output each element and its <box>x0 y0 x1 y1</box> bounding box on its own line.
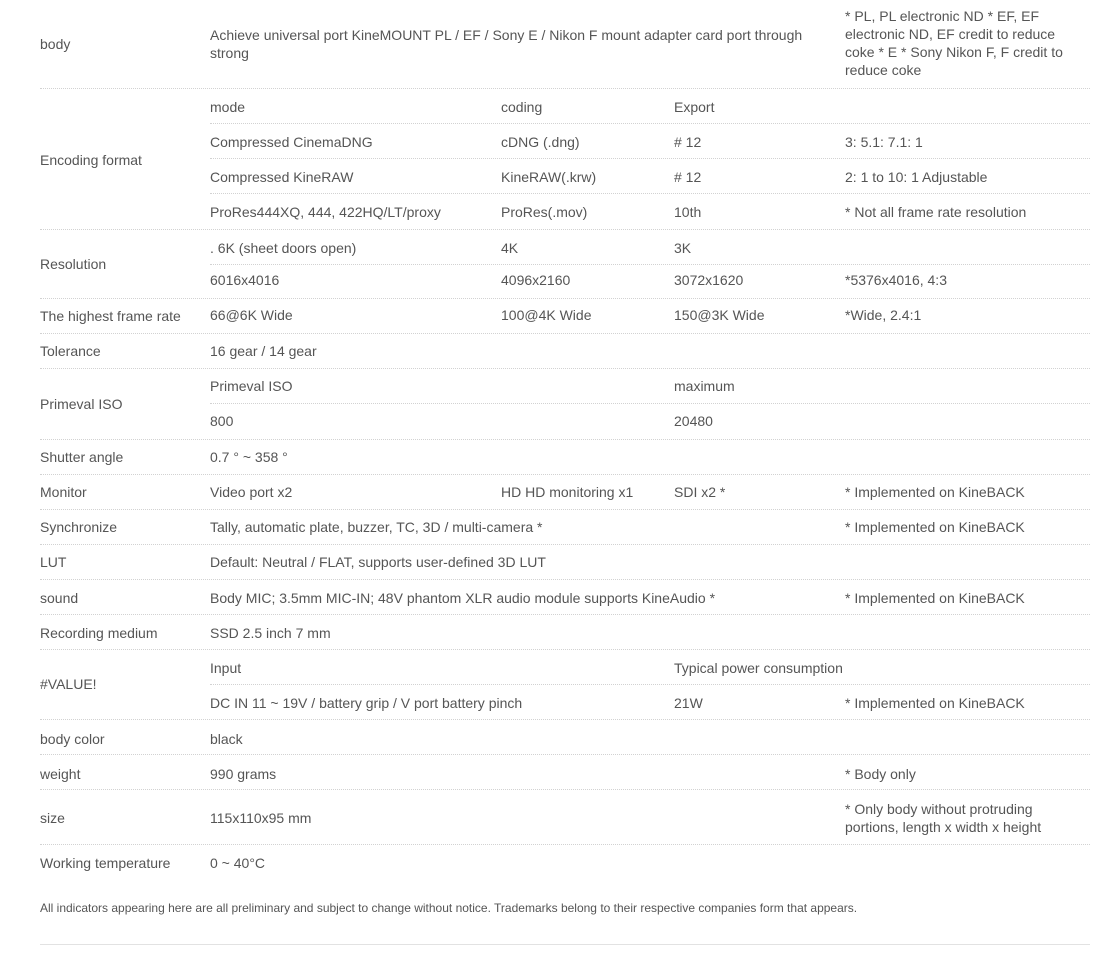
cell-c1: black <box>210 731 243 747</box>
cell-c3: Export <box>674 99 715 115</box>
row-label-size: size <box>40 810 65 826</box>
cell-c3: # 12 <box>674 134 702 150</box>
cell-c3: SDI x2 * <box>674 484 726 500</box>
row-divider <box>40 229 1090 230</box>
cell-c2: ProRes(.mov) <box>501 204 588 220</box>
cell-c1: SSD 2.5 inch 7 mm <box>210 625 331 641</box>
cell-c1: 6016x4016 <box>210 272 280 288</box>
cell-c4: * PL, PL electronic ND * EF, EF electronic ND, EF credit to reduce coke * E * Sony Nikon F, F credit to reduce coke <box>845 8 1063 78</box>
cell-c3: 3K <box>674 240 692 256</box>
cell-c4: *Wide, 2.4:1 <box>845 307 922 323</box>
cell-c3: maximum <box>674 378 735 394</box>
row-divider <box>40 88 1090 89</box>
sub-row-divider <box>210 158 1090 159</box>
cell-c3: 20480 <box>674 413 713 429</box>
row-label-monitor: Monitor <box>40 484 87 500</box>
cell-c1: Body MIC; 3.5mm MIC-IN; 48V phantom XLR audio module supports KineAudio * <box>210 590 716 606</box>
cell-c3: # 12 <box>674 169 702 185</box>
cell-c3: 3072x1620 <box>674 272 744 288</box>
cell-c4: 3: 5.1: 7.1: 1 <box>845 134 923 150</box>
row-label-value: #VALUE! <box>40 676 97 692</box>
cell-c4: * Implemented on KineBACK <box>845 519 1025 535</box>
row-label-working-temperature: Working temperature <box>40 855 171 871</box>
cell-c1: mode <box>210 99 246 115</box>
cell-c1: Achieve universal port KineMOUNT PL / EF / Sony E / Nikon F mount adapter card port through strong <box>210 27 803 61</box>
cell-c1: Input <box>210 660 242 676</box>
row-divider <box>40 298 1090 299</box>
sub-row-divider <box>210 193 1090 194</box>
cell-c2: cDNG (.dng) <box>501 134 580 150</box>
row-divider <box>40 789 1090 790</box>
row-label-primeval-iso: Primeval ISO <box>40 396 123 412</box>
cell-c1: Video port x2 <box>210 484 293 500</box>
cell-c1: 115x110x95 mm <box>210 810 312 826</box>
row-label-shutter-angle: Shutter angle <box>40 449 124 465</box>
cell-c1: DC IN 11 ~ 19V / battery grip / V port battery pinch <box>210 695 523 711</box>
cell-c3: 21W <box>674 695 703 711</box>
row-divider <box>40 439 1090 440</box>
cell-c4: * Implemented on KineBACK <box>845 484 1025 500</box>
cell-c4: * Not all frame rate resolution <box>845 204 1027 220</box>
cell-c1: . 6K (sheet doors open) <box>210 240 357 256</box>
row-divider <box>40 368 1090 369</box>
row-label-sound: sound <box>40 590 79 606</box>
cell-c1: Tally, automatic plate, buzzer, TC, 3D / multi-camera * <box>210 519 543 535</box>
cell-c4: *5376x4016, 4:3 <box>845 272 947 288</box>
row-label-the-highest-frame-rate: The highest frame rate <box>40 308 181 324</box>
cell-c2: coding <box>501 99 543 115</box>
row-divider <box>40 754 1090 755</box>
row-divider <box>40 614 1090 615</box>
cell-c3: Typical power consumption <box>674 660 843 676</box>
cell-c2: 4096x2160 <box>501 272 571 288</box>
cell-c1: 800 <box>210 413 234 429</box>
cell-c2: HD HD monitoring x1 <box>501 484 634 500</box>
cell-c1: Primeval ISO <box>210 378 293 394</box>
row-divider <box>40 474 1090 475</box>
cell-c3: 10th <box>674 204 702 220</box>
sub-row-divider <box>210 123 1090 124</box>
row-label-resolution: Resolution <box>40 256 107 272</box>
cell-c2: KineRAW(.krw) <box>501 169 597 185</box>
row-label-body-color: body color <box>40 731 105 747</box>
row-label-recording-medium: Recording medium <box>40 625 158 641</box>
row-divider <box>40 509 1090 510</box>
cell-c1: 66@6K Wide <box>210 307 293 323</box>
cell-c4: * Implemented on KineBACK <box>845 695 1025 711</box>
row-divider <box>40 649 1090 650</box>
cell-c4: * Implemented on KineBACK <box>845 590 1025 606</box>
cell-c1: Compressed CinemaDNG <box>210 134 373 150</box>
cell-c4: * Body only <box>845 766 916 782</box>
cell-c1: 0.7 ° ~ 358 ° <box>210 449 288 465</box>
cell-c1: ProRes444XQ, 444, 422HQ/LT/proxy <box>210 204 441 220</box>
cell-c4: 2: 1 to 10: 1 Adjustable <box>845 169 988 185</box>
row-label-tolerance: Tolerance <box>40 343 101 359</box>
row-label-encoding-format: Encoding format <box>40 152 142 168</box>
row-label-body: body <box>40 36 71 52</box>
row-divider <box>40 579 1090 580</box>
cell-c1: 16 gear / 14 gear <box>210 343 317 359</box>
row-label-synchronize: Synchronize <box>40 519 118 535</box>
cell-c1: 990 grams <box>210 766 277 782</box>
sub-row-divider <box>210 684 1090 685</box>
bottom-divider <box>40 944 1090 945</box>
cell-c2: 100@4K Wide <box>501 307 592 323</box>
cell-c3: 150@3K Wide <box>674 307 765 323</box>
cell-c1: Default: Neutral / FLAT, supports user-defined 3D LUT <box>210 554 546 570</box>
row-divider <box>40 844 1090 845</box>
row-label-lut: LUT <box>40 554 67 570</box>
cell-c4: * Only body without protruding portions, length x width x height <box>845 801 1042 835</box>
cell-c1: 0 ~ 40°C <box>210 855 266 871</box>
sub-row-divider <box>210 264 1090 265</box>
sub-row-divider <box>210 403 1090 404</box>
row-divider <box>40 333 1090 334</box>
row-label-weight: weight <box>40 766 81 782</box>
cell-c1: Compressed KineRAW <box>210 169 354 185</box>
row-divider <box>40 719 1090 720</box>
row-divider <box>40 544 1090 545</box>
disclaimer-note: All indicators appearing here are all preliminary and subject to change without notice. Trademarks belong to their respective companies form that appears. <box>40 901 858 915</box>
cell-c2: 4K <box>501 240 519 256</box>
